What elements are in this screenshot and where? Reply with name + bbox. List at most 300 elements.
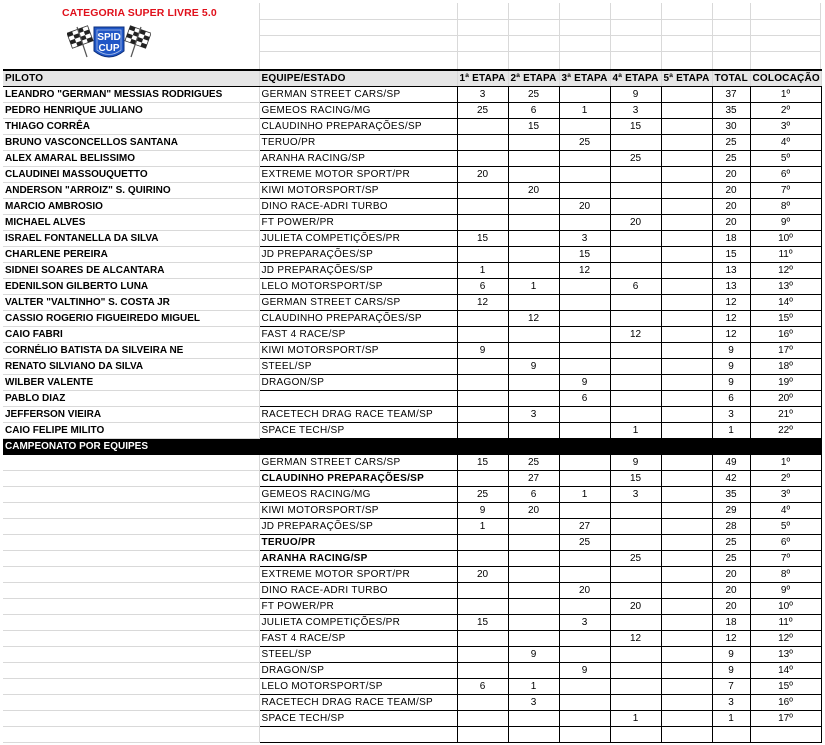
stage-4-points: 15	[610, 119, 661, 135]
stage-3-points	[559, 647, 610, 663]
team-blank-cell	[3, 471, 259, 487]
position: 22º	[750, 423, 821, 439]
stage-3-points	[559, 551, 610, 567]
total-points: 18	[712, 615, 750, 631]
pilot-name: CAIO FABRI	[3, 327, 259, 343]
pilot-team: JULIETA COMPETIÇÕES/PR	[259, 231, 457, 247]
total-points: 1	[712, 711, 750, 727]
spid-cup-logo	[67, 21, 151, 65]
team-row	[3, 615, 821, 631]
col-piloto: PILOTO	[3, 70, 259, 87]
stage-5-points	[661, 407, 712, 423]
pilot-row	[3, 103, 821, 119]
pilot-row	[3, 311, 821, 327]
stage-5-points	[661, 503, 712, 519]
stage-4-points	[610, 407, 661, 423]
position: 1º	[750, 87, 821, 103]
stage-2-points: 1	[508, 279, 559, 295]
empty-cell	[750, 727, 821, 743]
pilot-row	[3, 295, 821, 311]
pilot-row	[3, 279, 821, 295]
team-blank-cell	[3, 503, 259, 519]
team-blank-cell	[3, 615, 259, 631]
position: 14º	[750, 295, 821, 311]
position: 7º	[750, 551, 821, 567]
stage-2-points	[508, 423, 559, 439]
stage-1-points: 15	[457, 455, 508, 471]
stage-4-points: 15	[610, 471, 661, 487]
pilot-name: CAIO FELIPE MILITO	[3, 423, 259, 439]
team-row	[3, 567, 821, 583]
position: 5º	[750, 519, 821, 535]
stage-2-points	[508, 295, 559, 311]
team-blank-cell	[3, 599, 259, 615]
pilot-row	[3, 391, 821, 407]
stage-3-points	[559, 679, 610, 695]
stage-2-points	[508, 567, 559, 583]
stage-5-points	[661, 487, 712, 503]
stage-5-points	[661, 311, 712, 327]
pilot-row	[3, 183, 821, 199]
stage-3-points	[559, 407, 610, 423]
stage-1-points	[457, 375, 508, 391]
stage-2-points	[508, 375, 559, 391]
stage-4-points	[610, 615, 661, 631]
stage-3-points	[559, 503, 610, 519]
total-points: 42	[712, 471, 750, 487]
stage-2-points: 1	[508, 679, 559, 695]
team-row	[3, 551, 821, 567]
stage-5-points	[661, 599, 712, 615]
stage-1-points: 6	[457, 279, 508, 295]
stage-5-points	[661, 279, 712, 295]
empty-row	[3, 727, 821, 743]
total-points: 12	[712, 327, 750, 343]
stage-5-points	[661, 471, 712, 487]
stage-1-points	[457, 247, 508, 263]
total-points: 13	[712, 279, 750, 295]
team-name: JD PREPARAÇÕES/SP	[259, 519, 457, 535]
pilot-name: EDENILSON GILBERTO LUNA	[3, 279, 259, 295]
total-points: 12	[712, 631, 750, 647]
stage-4-points: 20	[610, 215, 661, 231]
total-points: 28	[712, 519, 750, 535]
position: 4º	[750, 503, 821, 519]
stage-2-points: 6	[508, 487, 559, 503]
empty-cell	[661, 727, 712, 743]
position: 16º	[750, 695, 821, 711]
team-row	[3, 599, 821, 615]
position: 12º	[750, 263, 821, 279]
stage-2-points	[508, 231, 559, 247]
position: 10º	[750, 599, 821, 615]
stage-1-points: 25	[457, 487, 508, 503]
pilot-name: ANDERSON "ARROIZ" S. QUIRINO	[3, 183, 259, 199]
stage-1-points	[457, 359, 508, 375]
stage-4-points	[610, 679, 661, 695]
position: 20º	[750, 391, 821, 407]
stage-4-points	[610, 647, 661, 663]
position: 11º	[750, 615, 821, 631]
pilot-team: ARANHA RACING/SP	[259, 151, 457, 167]
stage-4-points	[610, 695, 661, 711]
stage-1-points	[457, 407, 508, 423]
stage-2-points	[508, 215, 559, 231]
stage-3-points: 20	[559, 583, 610, 599]
stage-5-points	[661, 695, 712, 711]
pilot-name: CHARLENE PEREIRA	[3, 247, 259, 263]
stage-3-points	[559, 167, 610, 183]
stage-3-points	[559, 295, 610, 311]
pilot-team: EXTREME MOTOR SPORT/PR	[259, 167, 457, 183]
stage-3-points	[559, 327, 610, 343]
pilot-name: BRUNO VASCONCELLOS SANTANA	[3, 135, 259, 151]
stage-3-points	[559, 631, 610, 647]
total-points: 49	[712, 455, 750, 471]
pilot-row	[3, 263, 821, 279]
stage-3-points	[559, 119, 610, 135]
total-points: 9	[712, 375, 750, 391]
col-etapa-2: 2ª ETAPA	[508, 70, 559, 87]
stage-2-points	[508, 583, 559, 599]
position: 6º	[750, 535, 821, 551]
stage-2-points: 12	[508, 311, 559, 327]
pilot-team: STEEL/SP	[259, 359, 457, 375]
stage-5-points	[661, 535, 712, 551]
stage-3-points: 25	[559, 135, 610, 151]
total-points: 25	[712, 551, 750, 567]
stage-2-points	[508, 247, 559, 263]
stage-3-points	[559, 311, 610, 327]
stage-3-points	[559, 695, 610, 711]
stage-2-points	[508, 151, 559, 167]
total-points: 3	[712, 695, 750, 711]
team-row	[3, 455, 821, 471]
col-etapa-3: 3ª ETAPA	[559, 70, 610, 87]
pilot-row	[3, 119, 821, 135]
stage-4-points: 9	[610, 87, 661, 103]
stage-2-points: 6	[508, 103, 559, 119]
stage-1-points	[457, 631, 508, 647]
pilot-row	[3, 407, 821, 423]
pilot-team	[259, 391, 457, 407]
svg-text:CUP: CUP	[98, 43, 120, 54]
stage-4-points	[610, 519, 661, 535]
position: 4º	[750, 135, 821, 151]
total-points: 9	[712, 663, 750, 679]
stage-5-points	[661, 135, 712, 151]
column-header-row	[3, 70, 821, 87]
empty-cell	[610, 727, 661, 743]
stage-5-points	[661, 647, 712, 663]
position: 8º	[750, 199, 821, 215]
stage-5-points	[661, 359, 712, 375]
teams-section-title: CAMPEONATO POR EQUIPES	[3, 439, 821, 455]
pilot-row	[3, 343, 821, 359]
stage-5-points	[661, 631, 712, 647]
stage-4-points	[610, 375, 661, 391]
stage-2-points	[508, 263, 559, 279]
checkered-flag-left-icon	[67, 26, 93, 57]
stage-3-points	[559, 567, 610, 583]
pilot-name: MICHAEL ALVES	[3, 215, 259, 231]
col-colocacao: COLOCAÇÃO	[750, 70, 821, 87]
stage-1-points	[457, 551, 508, 567]
stage-5-points	[661, 375, 712, 391]
position: 3º	[750, 119, 821, 135]
stage-1-points: 15	[457, 615, 508, 631]
position: 13º	[750, 279, 821, 295]
col-total: TOTAL	[712, 70, 750, 87]
stage-4-points	[610, 391, 661, 407]
stage-4-points: 25	[610, 551, 661, 567]
stage-5-points	[661, 231, 712, 247]
total-points: 35	[712, 103, 750, 119]
team-row	[3, 471, 821, 487]
stage-3-points: 9	[559, 663, 610, 679]
position: 6º	[750, 167, 821, 183]
stage-4-points	[610, 183, 661, 199]
pilot-row	[3, 327, 821, 343]
team-name: FT POWER/PR	[259, 599, 457, 615]
stage-3-points	[559, 455, 610, 471]
stage-3-points: 1	[559, 103, 610, 119]
col-etapa-5: 5ª ETAPA	[661, 70, 712, 87]
stage-2-points: 20	[508, 503, 559, 519]
team-blank-cell	[3, 663, 259, 679]
stage-2-points: 25	[508, 455, 559, 471]
stage-2-points: 27	[508, 471, 559, 487]
stage-4-points	[610, 583, 661, 599]
stage-5-points	[661, 679, 712, 695]
pilot-name: VALTER "VALTINHO" S. COSTA JR	[3, 295, 259, 311]
stage-1-points	[457, 711, 508, 727]
position: 12º	[750, 631, 821, 647]
position: 8º	[750, 567, 821, 583]
stage-1-points: 20	[457, 167, 508, 183]
position: 10º	[750, 231, 821, 247]
stage-1-points: 1	[457, 519, 508, 535]
pilot-name: ISRAEL FONTANELLA DA SILVA	[3, 231, 259, 247]
stage-5-points	[661, 423, 712, 439]
stage-1-points	[457, 423, 508, 439]
stage-1-points: 15	[457, 231, 508, 247]
team-name: LELO MOTORSPORT/SP	[259, 679, 457, 695]
checkered-flag-right-icon	[125, 26, 151, 57]
pilot-team: JD PREPARAÇÕES/SP	[259, 263, 457, 279]
standings-body	[3, 70, 821, 743]
stage-2-points: 20	[508, 183, 559, 199]
total-points: 13	[712, 263, 750, 279]
stage-2-points	[508, 599, 559, 615]
position: 15º	[750, 679, 821, 695]
position: 2º	[750, 471, 821, 487]
position: 9º	[750, 583, 821, 599]
stage-4-points: 12	[610, 631, 661, 647]
team-row	[3, 695, 821, 711]
stage-3-points: 1	[559, 487, 610, 503]
stage-2-points: 3	[508, 407, 559, 423]
pilot-name: CASSIO ROGERIO FIGUEIREDO MIGUEL	[3, 311, 259, 327]
pilot-name: JEFFERSON VIEIRA	[3, 407, 259, 423]
stage-2-points	[508, 615, 559, 631]
stage-3-points: 27	[559, 519, 610, 535]
stage-4-points	[610, 359, 661, 375]
position: 9º	[750, 215, 821, 231]
stage-1-points: 25	[457, 103, 508, 119]
total-points: 3	[712, 407, 750, 423]
position: 2º	[750, 103, 821, 119]
pilot-team: GERMAN STREET CARS/SP	[259, 295, 457, 311]
stage-4-points	[610, 311, 661, 327]
pilot-team: RACETECH DRAG RACE TEAM/SP	[259, 407, 457, 423]
team-blank-cell	[3, 567, 259, 583]
stage-3-points: 6	[559, 391, 610, 407]
stage-1-points	[457, 183, 508, 199]
total-points: 20	[712, 199, 750, 215]
stage-4-points: 1	[610, 711, 661, 727]
stage-2-points: 9	[508, 359, 559, 375]
stage-4-points	[610, 231, 661, 247]
stage-5-points	[661, 295, 712, 311]
stage-3-points: 25	[559, 535, 610, 551]
pilot-team: KIWI MOTORSPORT/SP	[259, 183, 457, 199]
team-name: DINO RACE-ADRI TURBO	[259, 583, 457, 599]
stage-1-points	[457, 215, 508, 231]
pilot-row	[3, 375, 821, 391]
pilot-name: PABLO DIAZ	[3, 391, 259, 407]
team-blank-cell	[3, 711, 259, 727]
stage-5-points	[661, 551, 712, 567]
position: 11º	[750, 247, 821, 263]
total-points: 1	[712, 423, 750, 439]
stage-5-points	[661, 263, 712, 279]
stage-2-points	[508, 551, 559, 567]
team-name: STEEL/SP	[259, 647, 457, 663]
total-points: 30	[712, 119, 750, 135]
pilot-team: CLAUDINHO PREPARAÇÕES/SP	[259, 311, 457, 327]
stage-2-points	[508, 391, 559, 407]
stage-5-points	[661, 519, 712, 535]
stage-4-points: 3	[610, 487, 661, 503]
stage-1-points	[457, 471, 508, 487]
total-points: 37	[712, 87, 750, 103]
stage-2-points	[508, 343, 559, 359]
pilot-name: THIAGO CORRÊA	[3, 119, 259, 135]
pilot-team: DRAGON/SP	[259, 375, 457, 391]
team-row	[3, 519, 821, 535]
stage-2-points	[508, 135, 559, 151]
position: 18º	[750, 359, 821, 375]
team-name: KIWI MOTORSPORT/SP	[259, 503, 457, 519]
total-points: 12	[712, 295, 750, 311]
col-equipe: EQUIPE/ESTADO	[259, 70, 457, 87]
stage-2-points	[508, 711, 559, 727]
stage-3-points: 3	[559, 615, 610, 631]
pilot-row	[3, 135, 821, 151]
team-row	[3, 535, 821, 551]
stage-4-points: 25	[610, 151, 661, 167]
position: 13º	[750, 647, 821, 663]
stage-3-points	[559, 423, 610, 439]
stage-3-points	[559, 183, 610, 199]
position: 7º	[750, 183, 821, 199]
stage-4-points	[610, 503, 661, 519]
pilot-team: KIWI MOTORSPORT/SP	[259, 343, 457, 359]
team-row	[3, 711, 821, 727]
total-points: 7	[712, 679, 750, 695]
stage-2-points: 9	[508, 647, 559, 663]
stage-4-points: 3	[610, 103, 661, 119]
team-row	[3, 487, 821, 503]
team-blank-cell	[3, 487, 259, 503]
stage-1-points	[457, 583, 508, 599]
stage-1-points	[457, 599, 508, 615]
stage-5-points	[661, 327, 712, 343]
team-row	[3, 583, 821, 599]
stage-4-points	[610, 167, 661, 183]
total-points: 20	[712, 167, 750, 183]
empty-cell	[3, 727, 259, 743]
team-blank-cell	[3, 583, 259, 599]
stage-4-points: 9	[610, 455, 661, 471]
stage-3-points	[559, 471, 610, 487]
stage-1-points: 1	[457, 263, 508, 279]
position: 5º	[750, 151, 821, 167]
stage-3-points	[559, 599, 610, 615]
stage-4-points	[610, 263, 661, 279]
pilot-team: CLAUDINHO PREPARAÇÕES/SP	[259, 119, 457, 135]
stage-1-points: 20	[457, 567, 508, 583]
stage-5-points	[661, 567, 712, 583]
stage-2-points: 15	[508, 119, 559, 135]
pilot-row	[3, 199, 821, 215]
stage-5-points	[661, 151, 712, 167]
total-points: 15	[712, 247, 750, 263]
pilot-team: JD PREPARAÇÕES/SP	[259, 247, 457, 263]
team-name: SPACE TECH/SP	[259, 711, 457, 727]
team-blank-cell	[3, 647, 259, 663]
stage-5-points	[661, 87, 712, 103]
sheet-header	[3, 3, 821, 69]
stage-3-points	[559, 87, 610, 103]
team-name: CLAUDINHO PREPARAÇÕES/SP	[259, 471, 457, 487]
total-points: 12	[712, 311, 750, 327]
pilot-team: FAST 4 RACE/SP	[259, 327, 457, 343]
stage-2-points	[508, 167, 559, 183]
stage-1-points	[457, 199, 508, 215]
total-points: 20	[712, 183, 750, 199]
stage-4-points	[610, 199, 661, 215]
pilot-name: PEDRO HENRIQUE JULIANO	[3, 103, 259, 119]
stage-1-points: 6	[457, 679, 508, 695]
stage-3-points	[559, 215, 610, 231]
stage-4-points: 12	[610, 327, 661, 343]
stage-4-points	[610, 535, 661, 551]
position: 16º	[750, 327, 821, 343]
stage-1-points	[457, 135, 508, 151]
stage-2-points: 25	[508, 87, 559, 103]
pilot-row	[3, 231, 821, 247]
stage-4-points: 6	[610, 279, 661, 295]
total-points: 20	[712, 599, 750, 615]
team-row	[3, 663, 821, 679]
stage-5-points	[661, 199, 712, 215]
stage-5-points	[661, 167, 712, 183]
stage-3-points: 3	[559, 231, 610, 247]
team-name: JULIETA COMPETIÇÕES/PR	[259, 615, 457, 631]
team-name: ARANHA RACING/SP	[259, 551, 457, 567]
